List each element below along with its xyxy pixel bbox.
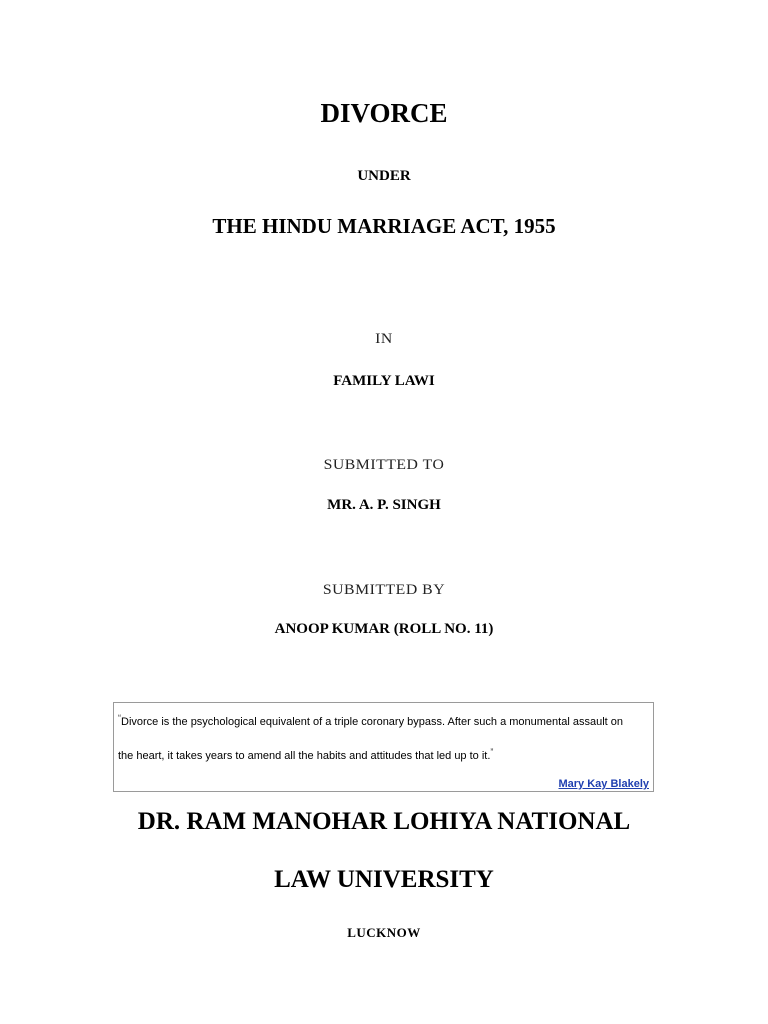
university-name-line-1: DR. RAM MANOHAR LOHIYA NATIONAL xyxy=(137,808,631,835)
quote-box xyxy=(113,702,654,792)
open-quote-mark: “ xyxy=(118,713,121,723)
university-name-line-2: LAW UNIVERSITY xyxy=(274,866,494,893)
document-title: DIVORCE xyxy=(320,98,448,128)
quote-text-2: the heart, it takes years to amend all the habits and attitudes that led up to it. xyxy=(118,750,491,762)
act-title: THE HINDU MARRIAGE ACT, 1955 xyxy=(212,214,556,238)
submitted-to-name: MR. A. P. SINGH xyxy=(327,497,441,513)
under-label: UNDER xyxy=(357,168,411,184)
submitted-by-label: SUBMITTED BY xyxy=(322,582,446,598)
quote-text-1: Divorce is the psychological equivalent of a triple coronary bypass. After such a monumental assault on xyxy=(121,716,623,728)
submitted-to-label: SUBMITTED TO xyxy=(323,457,445,473)
quote-line-1 xyxy=(118,713,623,728)
quote-line-2 xyxy=(118,747,493,762)
city-name: LUCKNOW xyxy=(347,925,421,940)
close-quote-mark: ” xyxy=(490,747,494,757)
quote-author-link[interactable]: Mary Kay Blakely xyxy=(558,778,649,790)
in-label: IN xyxy=(375,331,393,347)
submitted-by-name: ANOOP KUMAR (ROLL NO. 11) xyxy=(274,621,494,637)
subject-name: FAMILY LAWI xyxy=(333,373,435,389)
